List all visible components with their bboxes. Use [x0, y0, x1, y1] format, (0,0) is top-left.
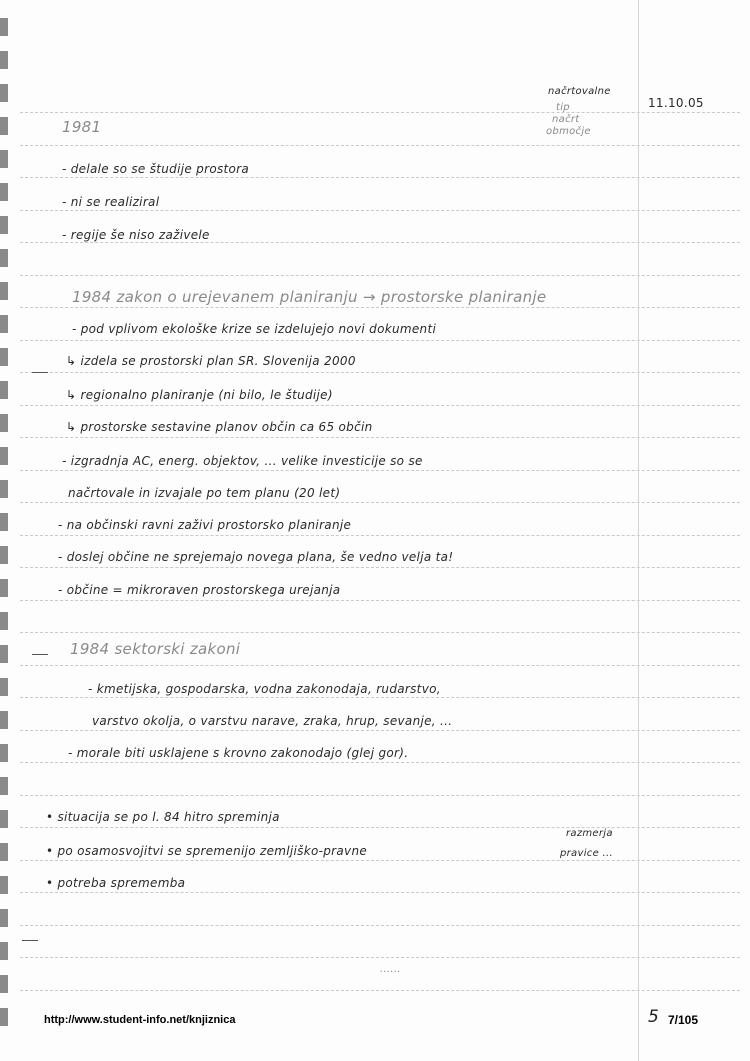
punch-mark: [0, 183, 8, 201]
punch-mark: [0, 84, 8, 102]
punch-mark: [0, 117, 8, 135]
ruled-line: [20, 405, 740, 406]
ruled-line: [20, 925, 740, 926]
ruled-line: [20, 470, 740, 471]
ruled-line: [20, 892, 740, 893]
punch-mark: [0, 249, 8, 267]
ruled-line: [20, 957, 740, 958]
ruled-line: [20, 567, 740, 568]
punch-mark: [0, 975, 8, 993]
punch-mark: [0, 777, 8, 795]
heading-1984-zakon: 1984 zakon o urejevanem planiranju → prostorske planiranje: [72, 288, 547, 306]
ruled-line: [20, 242, 740, 243]
punch-mark: [0, 315, 8, 333]
top-right-label: načrtovalne: [548, 86, 611, 97]
margin-dash: [22, 940, 38, 941]
punch-mark: [0, 51, 8, 69]
margin-dash: [32, 372, 48, 373]
punch-mark: [0, 876, 8, 894]
punch-mark: [0, 579, 8, 597]
note-line-3: - regije še niso zaživele: [62, 228, 210, 242]
ruled-line: [20, 275, 740, 276]
punch-mark: [0, 18, 8, 36]
note-line-5: - pod vplivom ekološke krize se izdelujejo novi dokumenti: [72, 322, 437, 336]
heading-1981: 1981: [62, 118, 102, 136]
note-line-19: • po osamosvojitvi se spremenijo zemljiško-pravne: [46, 844, 368, 858]
ruled-line: [20, 697, 740, 698]
punch-mark: [0, 942, 8, 960]
ruled-line: [20, 177, 740, 178]
ruled-line: [20, 112, 740, 113]
page-number: 7/105: [668, 1013, 699, 1027]
note-line-13: - občine = mikroraven prostorskega urejanja: [58, 583, 341, 597]
ruled-line: [20, 827, 740, 828]
top-right-stack-2: načrt: [552, 114, 580, 125]
side-note-2: pravice ...: [560, 848, 613, 859]
ruled-line: [20, 632, 740, 633]
punch-mark: [0, 216, 8, 234]
punch-mark: [0, 810, 8, 828]
handwritten-page-number: 5: [648, 1007, 659, 1027]
note-line-12: - doslej občine ne sprejemajo novega plana, še vedno velja ta!: [58, 550, 454, 564]
margin-dash: [32, 654, 48, 655]
note-line-18: • situacija se po l. 84 hitro spreminja: [46, 810, 280, 824]
punch-mark: [0, 513, 8, 531]
note-line-1: - delale so se študije prostora: [62, 162, 250, 176]
note-line-8: ↳ prostorske sestavine planov občin ca 65 občin: [66, 420, 373, 434]
punch-mark: [0, 744, 8, 762]
note-line-20: • potreba sprememba: [46, 876, 186, 890]
note-line-2: - ni se realiziral: [62, 195, 160, 209]
ruled-line: [20, 437, 740, 438]
date: 11.10.05: [648, 96, 704, 110]
punch-mark: [0, 282, 8, 300]
note-line-7: ↳ regionalno planiranje (ni bilo, le študije): [66, 388, 333, 402]
punch-mark: [0, 447, 8, 465]
ruled-line: [20, 795, 740, 796]
punch-mark: [0, 678, 8, 696]
punch-mark: [0, 414, 8, 432]
note-line-16: varstvo okolja, o varstvu narave, zraka, hrup, sevanje, ...: [92, 714, 453, 728]
punch-mark: [0, 546, 8, 564]
punch-mark: [0, 381, 8, 399]
note-line-11: - na občinski ravni zaživi prostorsko planiranje: [58, 518, 352, 532]
note-line-10: načrtovale in izvajale po tem planu (20 let): [68, 486, 341, 500]
punch-mark: [0, 612, 8, 630]
ruled-line: [20, 730, 740, 731]
margin-line: [638, 0, 639, 1061]
ruled-line: [20, 762, 740, 763]
footer-url[interactable]: http://www.student-info.net/knjiznica: [44, 1014, 236, 1026]
ruled-line: [20, 535, 740, 536]
side-note-1: razmerja: [566, 828, 613, 839]
ruled-line: [20, 340, 740, 341]
ruled-line: [20, 145, 740, 146]
ruled-line: [20, 307, 740, 308]
faint-footer-scribble: ......: [380, 964, 401, 975]
heading-1984-sektorski: 1984 sektorski zakoni: [70, 640, 241, 658]
punch-mark: [0, 480, 8, 498]
top-right-stack-3: območje: [546, 126, 591, 137]
top-right-stack-1: tip: [556, 102, 570, 113]
ruled-line: [20, 990, 740, 991]
ruled-line: [20, 372, 740, 373]
punch-mark: [0, 843, 8, 861]
ruled-line: [20, 502, 740, 503]
ruled-line: [20, 860, 740, 861]
ruled-line: [20, 665, 740, 666]
punch-mark: [0, 711, 8, 729]
note-line-9: - izgradnja AC, energ. objektov, ... velike investicije so se: [62, 454, 423, 468]
note-line-15: - kmetijska, gospodarska, vodna zakonodaja, rudarstvo,: [88, 682, 441, 696]
punch-mark: [0, 1008, 8, 1026]
punch-mark: [0, 645, 8, 663]
punch-mark: [0, 348, 8, 366]
punch-mark: [0, 150, 8, 168]
note-line-17: - morale biti usklajene s krovno zakonodajo (glej gor).: [68, 746, 409, 760]
note-line-6: ↳ izdela se prostorski plan SR. Slovenija 2000: [66, 354, 356, 368]
ruled-line: [20, 210, 740, 211]
ruled-line: [20, 600, 740, 601]
punch-mark: [0, 909, 8, 927]
